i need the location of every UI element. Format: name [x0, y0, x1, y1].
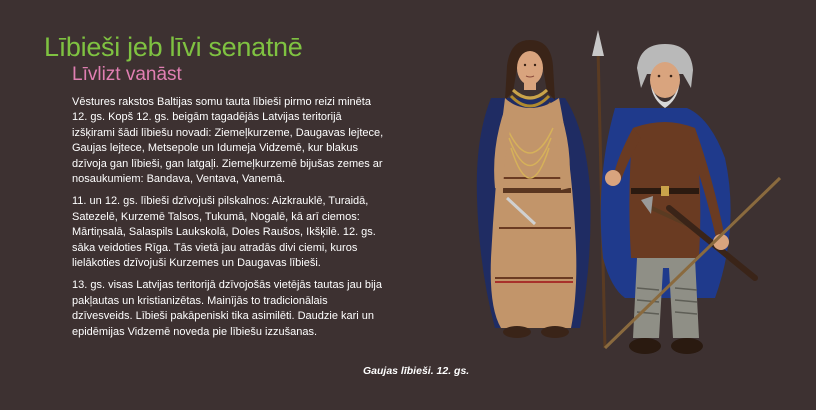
woman-figure [477, 40, 591, 338]
page-subtitle: Līvlizt vanāst [72, 64, 182, 85]
page-title: Lībieši jeb līvi senatnē [44, 32, 303, 62]
illustration-caption: Gaujas lībieši. 12. gs. [363, 365, 470, 377]
paragraph-2: 11. un 12. gs. lībieši dzīvojuši pilskalnos: Aizkrauklē, Turaidā, Satezelē, Kurzemē Talsos, Tukumā, Nogalē, kā arī ciemos: Mārtiņsalā, Salaspils Laukskolā, Doles Raušos, Ikšķilē. 12. gs. sāka veidoties Rīga. Tās vietā jau atradās divi ciemi, kuros lielākoties dzīvojuši Kurzemes un Daugavas lībieši. [72, 195, 376, 270]
man-figure [601, 44, 755, 354]
livonian-couple-illustration [455, 28, 800, 398]
paragraph-1: Vēstures rakstos Baltijas somu tauta lībieši pirmo reizi minēta 12. gs. Kopš 12. gs. beigām tagadējās Latvijas teritorijā izšķirami šādi lībiešu novadi: Ziemeļkurzeme, Daugavas lejtece, Gaujas lejtece, Metsepole un Idumeja Vidzemē, kur blakus dzīvoja gan lībieši, gan latgaļi. Ziemeļkurzemē bijušas zemes ar nosaukumiem: Bandava, Ventava, Vanemā. [72, 96, 384, 186]
paragraph-3: 13. gs. visas Latvijas teritorijā dzīvojošās vietējās tautas jau bija pakļautas un kristianizētas. Mainījās to tradicionālais dzīvesveids. Lībieši pakāpeniski tika asimilēti. Daudzie kari un epidēmijas Vidzemē noveda pie lībiešu izzušanas. [72, 279, 382, 338]
article-body [72, 95, 384, 347]
